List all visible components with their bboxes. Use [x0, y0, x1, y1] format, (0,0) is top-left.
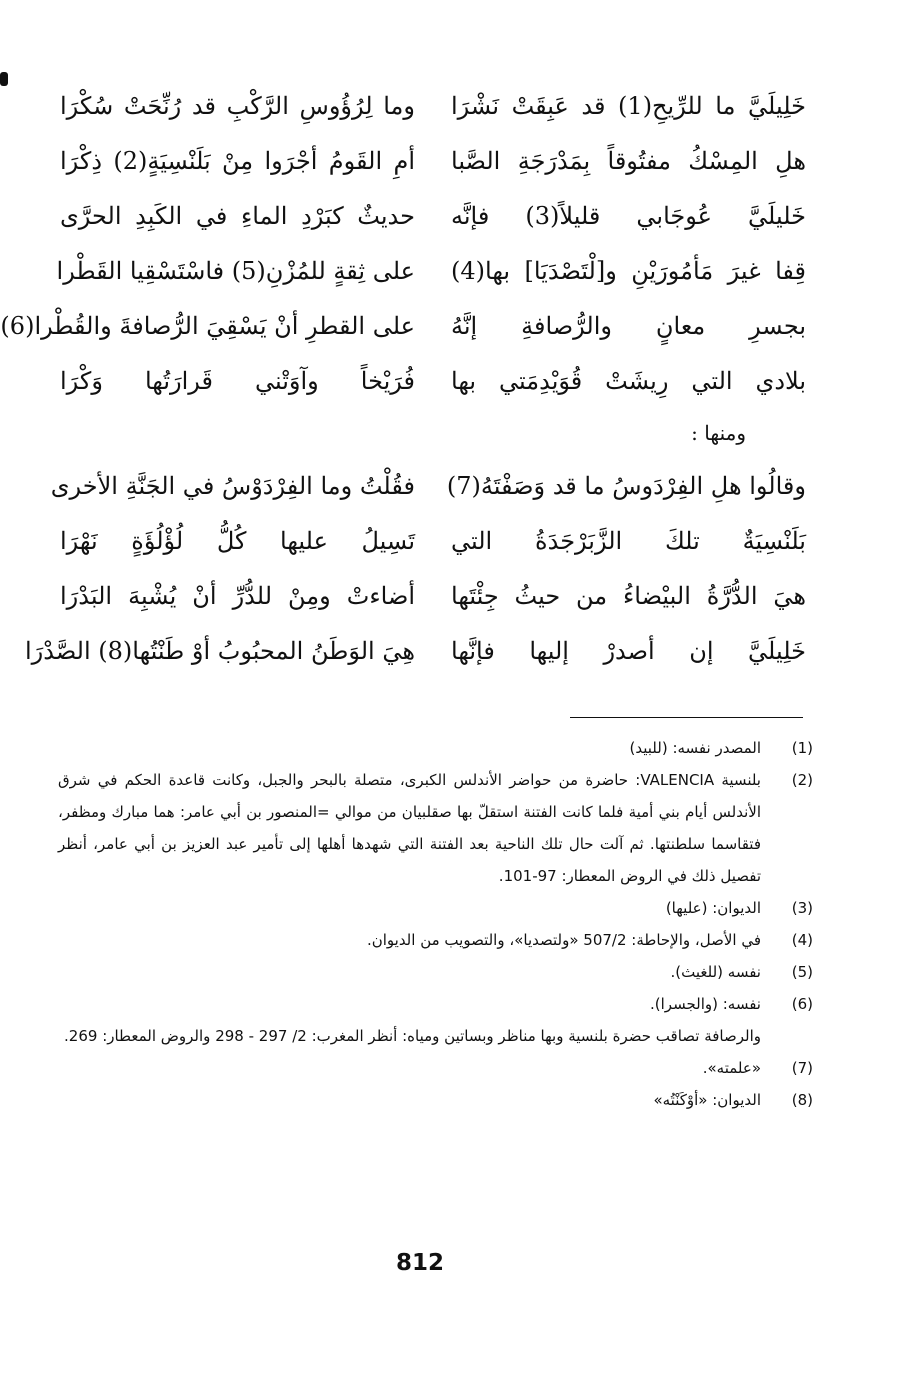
verse-second-hemistich: فُرَيْخاً وآوَتْني قَرارَتُها وَكْرَا — [60, 366, 415, 395]
verse-first-hemistich: وقالُوا هلِ الفِرْدَوسُ ما قد وَصَفْتَهُ(7) — [446, 471, 806, 500]
verse-second-hemistich: على ثِقةٍ للمُزْنِ(5) فاسْتَسْقِيا القَطْرا — [56, 256, 415, 285]
verse — [60, 133, 806, 188]
footnote-text: الديوان: (عليها) — [665, 899, 761, 917]
verse — [0, 298, 806, 353]
footnote-number: (1) — [791, 739, 813, 757]
verse-first-hemistich: هيَ الدُّرَّةُ البيْضاءُ من حيثُ جِئْتَها — [451, 581, 806, 610]
footnote — [58, 924, 813, 956]
footnote-separator — [570, 717, 803, 718]
verse-first-hemistich: بَلَنْسِيَةٌ تلكَ الزَّبَرْجَدَةُ التي — [451, 526, 806, 555]
footnote — [58, 1084, 813, 1116]
verse — [60, 188, 806, 243]
verse-first-hemistich: بجسرِ معانٍ والرُّصافةِ إنَّهُ — [451, 311, 806, 340]
verse — [50, 458, 806, 513]
footnote — [58, 732, 813, 764]
verse — [24, 623, 806, 678]
verse — [60, 568, 806, 623]
footnote-text: الديوان: «أوْكَنْتُه» — [653, 1091, 761, 1109]
poem — [0, 78, 806, 678]
footnote-text: نفسه (للغيث). — [670, 963, 761, 981]
verse — [60, 78, 806, 133]
footnote-text: في الأصل، والإحاطة: 507/2 «ولتصديا»، والتصويب من الديوان. — [366, 931, 761, 949]
verse-first-hemistich: هلِ المِسْكُ مفتُوقاً بِمَدْرَجَةِ الصَّبا — [451, 146, 806, 175]
verse-first-hemistich: خَلِيلَيَّ ما للرِّيحِ(1) قد عَبِقَتْ نَشْرَا — [451, 91, 806, 120]
footnote-text: «علمته». — [702, 1059, 761, 1077]
footnote-number — [761, 1020, 813, 1052]
footnote-continuation — [58, 1020, 813, 1052]
verse-second-hemistich: أضاءتْ ومِنْ للدُّرِّ أنْ يُشْبِهَ البَدْرَا — [60, 581, 415, 610]
verse-first-hemistich: قِفا غيرَ مَأمُورَيْنِ و[لْتَصْدَيَا] بها(4) — [451, 256, 806, 285]
footnote-text: بلنسية VALENCIA: حاضرة من حواضر الأندلس الكبرى، متصلة بالبحر والجبل، وكانت قاعدة الحكم في شرق الأندلس أيام بني أمية فلما كانت الفتنة استقلّ بها صقلبيان من موالي =المنصور بن أبي عامر: هما مبارك ومظفر، فتقاسما سلطنتها. ثم آلت حال تلك الناحية بعد الفتنة التي شهدها أهلها إلى تأمير عبد العزيز بن أبي عامر، أنظر تفصيل ذلك في الروض المعطار: 97-101. — [58, 771, 761, 885]
footnote-text: نفسه: (والجسرا). — [650, 995, 761, 1013]
verse-second-hemistich: وما لِرُؤُوسِ الرَّكْبِ قد رُنِّحَتْ سُكْرَا — [60, 91, 415, 120]
verse-first-hemistich: خَليلَيَّ عُوجَابي قليلاً(3) فإنَّه — [451, 201, 806, 230]
verse-second-hemistich: أمِ القَومُ أجْرَوا مِنْ بَلَنْسِيَةٍ(2) ذِكْرَا — [60, 146, 415, 175]
footnote-text: والرصافة تصاقب حضرة بلنسية وبها مناظر وبساتين ومياه: أنظر المغرب: 2/ 297 - 298 والروض المعطار: 269. — [64, 1027, 761, 1045]
verse-second-hemistich: حديثٌ كبَرْدِ الماءِ في الكَبِدِ الحرَّى — [60, 201, 415, 230]
footnote-number: (4) — [791, 931, 813, 949]
footnote-number: (7) — [791, 1059, 813, 1077]
footnote — [58, 988, 813, 1020]
section-subheading: ومنها : — [691, 421, 746, 445]
verse — [60, 353, 806, 408]
footnote-text: المصدر نفسه: (للبيد) — [629, 739, 761, 757]
verse-first-hemistich: بلادي التي رِيشَتْ قُوَيْدِمَتي بها — [451, 366, 806, 395]
verse-second-hemistich: على القطرِ أنْ يَسْقِيَ الرُّصافةَ والقُطْرا(6) — [0, 311, 415, 340]
footnote-number: (6) — [791, 995, 813, 1013]
footnote-number: (3) — [791, 899, 813, 917]
footnote — [58, 892, 813, 924]
footnote — [58, 956, 813, 988]
footnote-number: (8) — [791, 1091, 813, 1109]
verse-first-hemistich: خَلِيلَيَّ إن أصدرْ إليها فإنَّها — [451, 636, 806, 665]
footnote-number: (5) — [791, 963, 813, 981]
verse — [56, 243, 806, 298]
footnote-number: (2) — [791, 771, 813, 789]
footnote — [58, 764, 813, 892]
verse — [60, 513, 806, 568]
verse-second-hemistich: هِيَ الوَطَنُ المحبُوبُ أوْ طَنْتُها(8) الصَّدْرَا — [24, 636, 415, 665]
footnote — [58, 1052, 813, 1084]
verse-second-hemistich: فقُلْتُ وما الفِرْدَوْسُ في الجَنَّةِ الأخرى — [50, 471, 415, 500]
verse-second-hemistich: تَسِيلُ عليها كُلُّ لُؤْلُؤَةٍ نَهْرَا — [60, 526, 415, 555]
margin-mark — [0, 72, 8, 86]
page-number: 812 — [395, 1250, 444, 1276]
footnotes — [58, 732, 813, 1116]
